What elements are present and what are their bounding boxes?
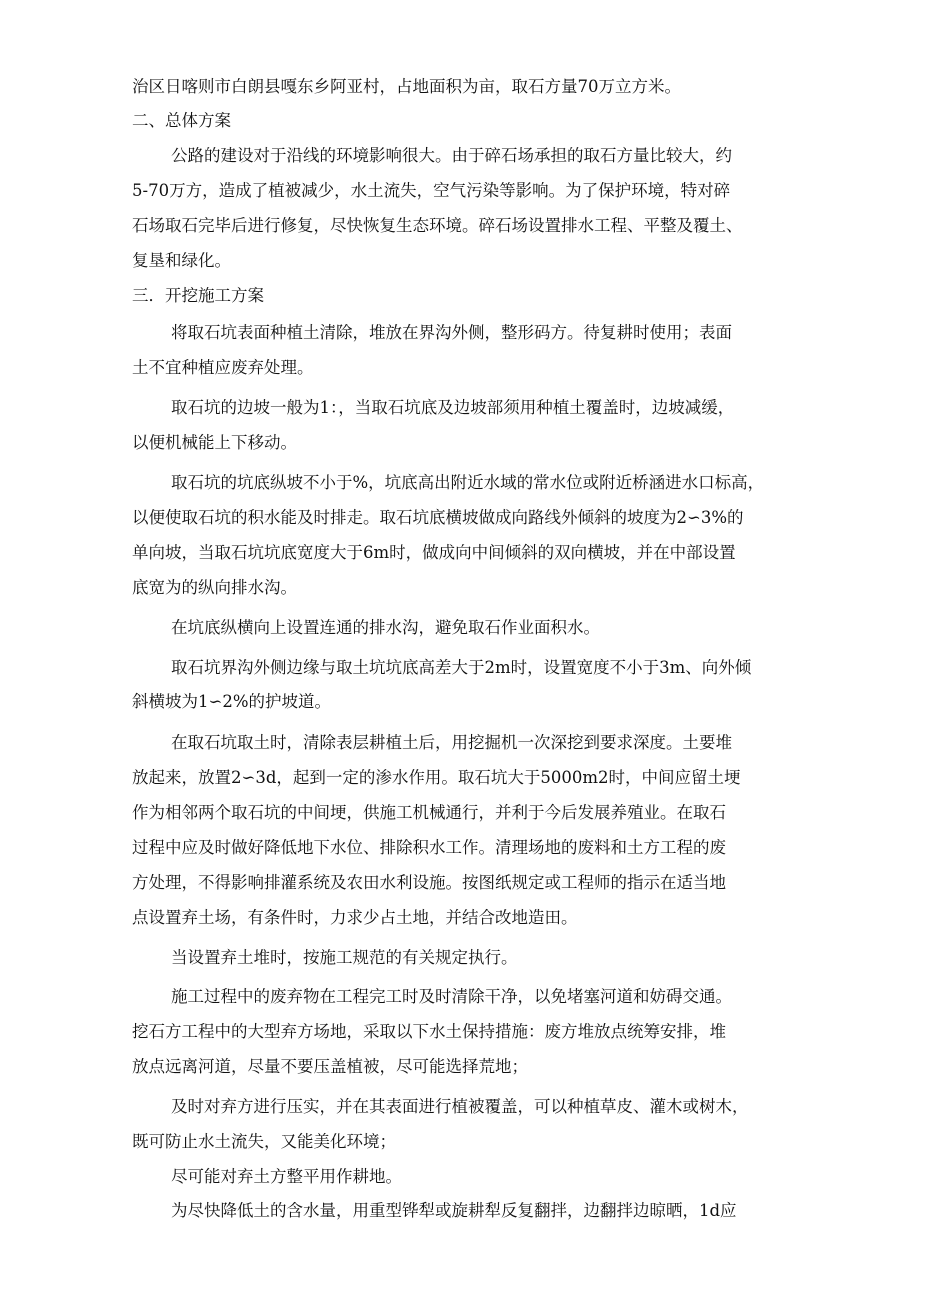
section-heading: 二、总体方案 [132,111,231,130]
text-line: 取石坑的坑底纵坡不小于%，坑底高出附近水域的常水位或附近桥涵进水口标高， [171,473,765,492]
text-line: 当设置弃土堆时，按施工规范的有关规定执行。 [171,948,518,967]
text-line: 过程中应及时做好降低地下水位、排除积水工作。清理场地的废料和土方工程的废 [132,838,726,857]
text-line: 以便机械能上下移动。 [132,433,297,452]
text-line: 尽可能对弃土方整平用作耕地。 [171,1167,402,1186]
text-line: 取石坑的边坡一般为1：，当取石坑底及边坡部须用种植土覆盖时，边坡减缓， [171,398,735,417]
text-line: 斜横坡为1∽2%的护坡道。 [132,692,331,711]
text-line: 单向坡，当取石坑坑底宽度大于6m时，做成向中间倾斜的双向横坡，并在中部设置 [132,543,736,562]
text-line: 取石坑界沟外侧边缘与取土坑坑底高差大于2m时，设置宽度不小于3m、向外倾 [171,658,752,677]
text-line: 将取石坑表面种植土清除，堆放在界沟外侧，整形码方。待复耕时使用；表面 [171,323,732,342]
text-line: 复垦和绿化。 [132,251,231,270]
text-line: 放点远离河道，尽量不要压盖植被，尽可能选择荒地； [132,1057,528,1076]
section-heading: 三．开挖施工方案 [132,286,264,305]
text-line: 为尽快降低土的含水量，用重型铧犁或旋耕犁反复翻拌，边翻拌边晾晒，1d应 [171,1201,737,1220]
text-line: 挖石方工程中的大型弃方场地，采取以下水土保持措施：废方堆放点统筹安排，堆 [132,1022,726,1041]
text-line: 既可防止水土流失，又能美化环境； [132,1132,396,1151]
text-line: 底宽为的纵向排水沟。 [132,578,297,597]
text-line: 放起来，放置2∽3d，起到一定的渗水作用。取石坑大于5000m2时，中间应留土埂 [132,768,741,787]
text-line: 方处理，不得影响排灌系统及农田水利设施。按图纸规定或工程师的指示在适当地 [132,873,726,892]
text-line: 5-70万方，造成了植被减少，水土流失，空气污染等影响。为了保护环境，特对碎 [132,181,731,200]
text-line: 及时对弃方进行压实，并在其表面进行植被覆盖，可以种植草皮、灌木或树木， [171,1097,749,1116]
text-line: 土不宜种植应废弃处理。 [132,358,314,377]
text-line: 在坑底纵横向上设置连通的排水沟，避免取石作业面积水。 [171,618,600,637]
text-line: 治区日喀则市白朗县嘎东乡阿亚村，占地面积为亩，取石方量70万立方米。 [132,77,681,96]
text-line: 以便使取石坑的积水能及时排走。取石坑底横坡做成向路线外倾斜的坡度为2∽3%的 [132,508,744,527]
text-line: 在取石坑取土时，清除表层耕植土后，用挖掘机一次深挖到要求深度。土要堆 [171,733,732,752]
text-line: 施工过程中的废弃物在工程完工时及时清除干净，以免堵塞河道和妨碍交通。 [171,987,732,1006]
text-line: 石场取石完毕后进行修复，尽快恢复生态环境。碎石场设置排水工程、平整及覆土、 [132,216,743,235]
text-line: 点设置弃土场，有条件时，力求少占土地，并结合改地造田。 [132,908,578,927]
text-line: 公路的建设对于沿线的环境影响很大。由于碎石场承担的取石方量比较大，约 [171,146,732,165]
text-line: 作为相邻两个取石坑的中间埂，供施工机械通行，并利于今后发展养殖业。在取石 [132,803,726,822]
